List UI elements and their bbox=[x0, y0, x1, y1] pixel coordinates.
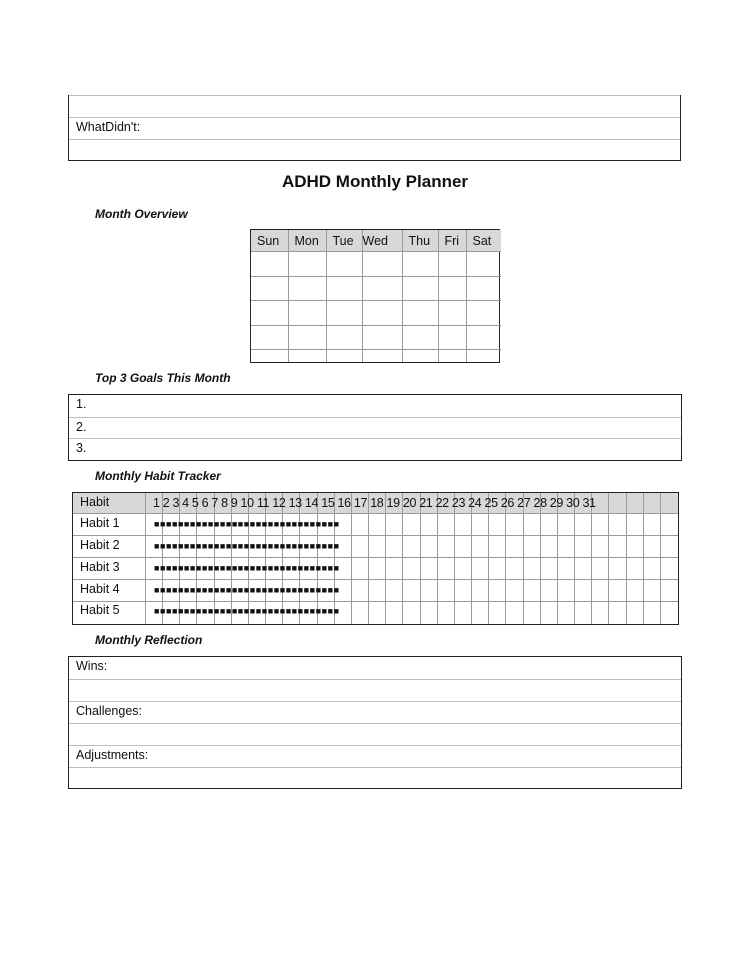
habit-check-cell[interactable] bbox=[592, 514, 609, 536]
habit-check-cell[interactable] bbox=[403, 514, 420, 536]
habit-check-cell[interactable] bbox=[661, 536, 678, 558]
habit-check-cell[interactable] bbox=[575, 558, 592, 580]
habit-check-cell[interactable] bbox=[455, 580, 472, 602]
habit-check-cell[interactable] bbox=[386, 536, 403, 558]
day-cell[interactable] bbox=[466, 350, 501, 362]
habit-check-cell[interactable] bbox=[438, 580, 455, 602]
day-cell[interactable] bbox=[251, 301, 288, 326]
day-cell[interactable] bbox=[438, 325, 466, 350]
habit-marks-2: ■■■■■■■■■■■■■■■■■■■■■■■■■■■■■■■ bbox=[154, 541, 340, 551]
habit-check-cell[interactable] bbox=[506, 536, 523, 558]
habit-check-cell[interactable] bbox=[352, 602, 369, 624]
habit-check-cell[interactable] bbox=[627, 602, 644, 624]
habit-check-cell[interactable] bbox=[541, 602, 558, 624]
habit-check-cell[interactable] bbox=[403, 558, 420, 580]
day-cell[interactable] bbox=[288, 252, 326, 277]
habit-check-cell[interactable] bbox=[352, 580, 369, 602]
day-cell[interactable] bbox=[326, 276, 362, 301]
day-cell[interactable] bbox=[288, 276, 326, 301]
day-cell[interactable] bbox=[251, 350, 288, 362]
day-cell[interactable] bbox=[326, 325, 362, 350]
habit-marks-3: ■■■■■■■■■■■■■■■■■■■■■■■■■■■■■■■ bbox=[154, 563, 340, 573]
habit-check-cell[interactable] bbox=[506, 580, 523, 602]
habit-check-cell[interactable] bbox=[421, 514, 438, 536]
day-cell[interactable] bbox=[466, 301, 501, 326]
habit-check-cell[interactable] bbox=[438, 514, 455, 536]
habit-check-cell[interactable] bbox=[609, 536, 626, 558]
habit-check-cell[interactable] bbox=[644, 514, 661, 536]
habit-check-cell[interactable] bbox=[403, 580, 420, 602]
habit-grid bbox=[73, 493, 678, 624]
habit-check-cell[interactable] bbox=[541, 580, 558, 602]
habit-check-cell[interactable] bbox=[558, 514, 575, 536]
day-cell[interactable] bbox=[402, 325, 438, 350]
wins-label: Wins: bbox=[76, 659, 108, 673]
weekday-wed: Wed bbox=[362, 230, 402, 252]
habit-check-cell[interactable] bbox=[403, 602, 420, 624]
day-cell[interactable] bbox=[251, 252, 288, 277]
day-cell[interactable] bbox=[466, 325, 501, 350]
calendar-week-row bbox=[251, 276, 501, 301]
habit-check-cell[interactable] bbox=[592, 558, 609, 580]
writing-line[interactable] bbox=[69, 95, 680, 117]
habit-check-cell[interactable] bbox=[627, 514, 644, 536]
day-cell[interactable] bbox=[466, 252, 501, 277]
habit-check-cell[interactable] bbox=[524, 580, 541, 602]
habit-check-cell[interactable] bbox=[661, 580, 678, 602]
habit-check-cell[interactable] bbox=[421, 602, 438, 624]
day-cell[interactable] bbox=[402, 350, 438, 362]
habit-name-1: Habit 1 bbox=[80, 516, 120, 530]
habit-check-cell[interactable] bbox=[506, 602, 523, 624]
habit-check-cell[interactable] bbox=[609, 558, 626, 580]
what-didnt-section bbox=[68, 95, 681, 161]
habit-check-cell[interactable] bbox=[489, 558, 506, 580]
monthly-reflection bbox=[68, 656, 682, 789]
day-header-cell bbox=[609, 493, 626, 514]
habit-check-cell[interactable] bbox=[592, 580, 609, 602]
habit-check-cell[interactable] bbox=[352, 558, 369, 580]
month-calendar bbox=[250, 229, 500, 363]
habit-check-cell[interactable] bbox=[575, 580, 592, 602]
day-cell[interactable] bbox=[438, 350, 466, 362]
habit-check-cell[interactable] bbox=[575, 536, 592, 558]
habit-check-cell[interactable] bbox=[472, 514, 489, 536]
habit-check-cell[interactable] bbox=[369, 602, 386, 624]
day-cell[interactable] bbox=[288, 350, 326, 362]
day-cell[interactable] bbox=[362, 325, 402, 350]
day-cell[interactable] bbox=[288, 325, 326, 350]
habit-check-cell[interactable] bbox=[575, 602, 592, 624]
day-cell[interactable] bbox=[466, 276, 501, 301]
calendar-week-row bbox=[251, 350, 501, 362]
month-overview-heading: Month Overview bbox=[95, 207, 188, 221]
habit-check-cell[interactable] bbox=[455, 558, 472, 580]
habit-marks-1: ■■■■■■■■■■■■■■■■■■■■■■■■■■■■■■■ bbox=[154, 519, 340, 529]
habit-check-cell[interactable] bbox=[369, 536, 386, 558]
habit-tracker-heading: Monthly Habit Tracker bbox=[95, 469, 221, 483]
habit-name-4: Habit 4 bbox=[80, 582, 120, 596]
habit-check-cell[interactable] bbox=[644, 602, 661, 624]
habit-check-cell[interactable] bbox=[369, 514, 386, 536]
day-cell[interactable] bbox=[362, 252, 402, 277]
day-header-cell bbox=[644, 493, 661, 514]
weekday-sun: Sun bbox=[251, 230, 288, 252]
day-cell[interactable] bbox=[251, 276, 288, 301]
day-cell[interactable] bbox=[288, 301, 326, 326]
habit-check-cell[interactable] bbox=[506, 558, 523, 580]
habit-check-cell[interactable] bbox=[421, 558, 438, 580]
day-cell[interactable] bbox=[326, 350, 362, 362]
habit-check-cell[interactable] bbox=[558, 602, 575, 624]
writing-line[interactable] bbox=[69, 723, 681, 745]
day-numbers-header: 1 2 3 4 5 6 7 8 9 10 11 12 13 14 15 16 17 18 19 20 21 22 23 24 25 26 27 28 29 30 31 bbox=[153, 496, 596, 510]
habit-check-cell[interactable] bbox=[644, 536, 661, 558]
adjustments-label: Adjustments: bbox=[69, 745, 681, 767]
calendar-week-row bbox=[251, 301, 501, 326]
calendar-week-row bbox=[251, 325, 501, 350]
habit-check-cell[interactable] bbox=[352, 536, 369, 558]
habit-check-cell[interactable] bbox=[524, 602, 541, 624]
habit-check-cell[interactable] bbox=[609, 514, 626, 536]
habit-check-cell[interactable] bbox=[541, 558, 558, 580]
day-cell[interactable] bbox=[326, 301, 362, 326]
habit-check-cell[interactable] bbox=[592, 536, 609, 558]
calendar-week-row bbox=[251, 252, 501, 277]
day-cell[interactable] bbox=[438, 276, 466, 301]
weekday-thu: Thu bbox=[402, 230, 438, 252]
habit-check-cell[interactable] bbox=[403, 536, 420, 558]
habit-check-cell[interactable] bbox=[609, 580, 626, 602]
habit-check-cell[interactable] bbox=[455, 536, 472, 558]
calendar-header-row bbox=[251, 230, 501, 252]
habit-check-cell[interactable] bbox=[472, 558, 489, 580]
habit-column-header: Habit bbox=[80, 495, 110, 509]
day-header-cell bbox=[627, 493, 644, 514]
habit-name-5: Habit 5 bbox=[80, 603, 120, 617]
goal-item-2[interactable]: 2. bbox=[69, 417, 681, 439]
challenges-label: Challenges: bbox=[69, 701, 681, 723]
habit-check-cell[interactable] bbox=[472, 536, 489, 558]
habit-check-cell[interactable] bbox=[627, 558, 644, 580]
habit-check-cell[interactable] bbox=[661, 558, 678, 580]
habit-check-cell[interactable] bbox=[661, 514, 678, 536]
habit-check-cell[interactable] bbox=[455, 602, 472, 624]
day-cell[interactable] bbox=[251, 325, 288, 350]
habit-check-cell[interactable] bbox=[558, 580, 575, 602]
habit-check-cell[interactable] bbox=[489, 536, 506, 558]
weekday-sat: Sat bbox=[466, 230, 501, 252]
habit-name-2: Habit 2 bbox=[80, 538, 120, 552]
habit-check-cell[interactable] bbox=[644, 580, 661, 602]
habit-check-cell[interactable] bbox=[386, 580, 403, 602]
habit-check-cell[interactable] bbox=[352, 514, 369, 536]
habit-check-cell[interactable] bbox=[438, 602, 455, 624]
habit-name-3: Habit 3 bbox=[80, 560, 120, 574]
habit-check-cell[interactable] bbox=[541, 514, 558, 536]
page-title: ADHD Monthly Planner bbox=[281, 172, 469, 191]
habit-check-cell[interactable] bbox=[472, 602, 489, 624]
habit-marks-4: ■■■■■■■■■■■■■■■■■■■■■■■■■■■■■■■ bbox=[154, 585, 340, 595]
reflection-heading: Monthly Reflection bbox=[95, 633, 203, 647]
writing-line[interactable] bbox=[69, 139, 680, 161]
habit-check-cell[interactable] bbox=[592, 602, 609, 624]
habit-check-cell[interactable] bbox=[489, 602, 506, 624]
habit-check-cell[interactable] bbox=[386, 558, 403, 580]
habit-check-cell[interactable] bbox=[421, 536, 438, 558]
habit-check-cell[interactable] bbox=[438, 558, 455, 580]
habit-check-cell[interactable] bbox=[524, 536, 541, 558]
weekday-fri: Fri bbox=[438, 230, 466, 252]
day-cell[interactable] bbox=[438, 252, 466, 277]
habit-check-cell[interactable] bbox=[369, 558, 386, 580]
day-cell[interactable] bbox=[402, 301, 438, 326]
habit-check-cell[interactable] bbox=[524, 514, 541, 536]
habit-check-cell[interactable] bbox=[627, 580, 644, 602]
habit-check-cell[interactable] bbox=[524, 558, 541, 580]
habit-check-cell[interactable] bbox=[558, 536, 575, 558]
habit-check-cell[interactable] bbox=[386, 602, 403, 624]
day-cell[interactable] bbox=[438, 301, 466, 326]
writing-line[interactable] bbox=[69, 679, 681, 701]
habit-check-cell[interactable] bbox=[644, 558, 661, 580]
day-header-cell bbox=[661, 493, 678, 514]
habit-check-cell[interactable] bbox=[489, 580, 506, 602]
habit-check-cell[interactable] bbox=[627, 536, 644, 558]
habit-check-cell[interactable] bbox=[455, 514, 472, 536]
goal-item-3[interactable]: 3. bbox=[69, 438, 681, 460]
habit-check-cell[interactable] bbox=[541, 536, 558, 558]
day-cell[interactable] bbox=[362, 276, 402, 301]
writing-line[interactable] bbox=[69, 767, 681, 789]
day-cell[interactable] bbox=[402, 252, 438, 277]
goal-item-1[interactable]: 1. bbox=[76, 397, 87, 411]
day-cell[interactable] bbox=[326, 252, 362, 277]
weekday-tue: Tue bbox=[326, 230, 362, 252]
habit-check-cell[interactable] bbox=[558, 558, 575, 580]
habit-check-cell[interactable] bbox=[489, 514, 506, 536]
day-cell[interactable] bbox=[362, 301, 402, 326]
what-didnt-label: WhatDidn't: bbox=[69, 117, 680, 139]
habit-check-cell[interactable] bbox=[421, 580, 438, 602]
day-cell[interactable] bbox=[362, 350, 402, 362]
goals-heading: Top 3 Goals This Month bbox=[95, 371, 231, 385]
goals-list bbox=[68, 394, 682, 461]
habit-check-cell[interactable] bbox=[575, 514, 592, 536]
habit-check-cell[interactable] bbox=[661, 602, 678, 624]
habit-marks-5: ■■■■■■■■■■■■■■■■■■■■■■■■■■■■■■■ bbox=[154, 606, 340, 616]
habit-tracker-table bbox=[72, 492, 679, 625]
habit-check-cell[interactable] bbox=[506, 514, 523, 536]
habit-check-cell[interactable] bbox=[609, 602, 626, 624]
weekday-mon: Mon bbox=[288, 230, 326, 252]
day-cell[interactable] bbox=[402, 276, 438, 301]
habit-check-cell[interactable] bbox=[369, 580, 386, 602]
habit-check-cell[interactable] bbox=[386, 514, 403, 536]
habit-check-cell[interactable] bbox=[472, 580, 489, 602]
habit-check-cell[interactable] bbox=[438, 536, 455, 558]
